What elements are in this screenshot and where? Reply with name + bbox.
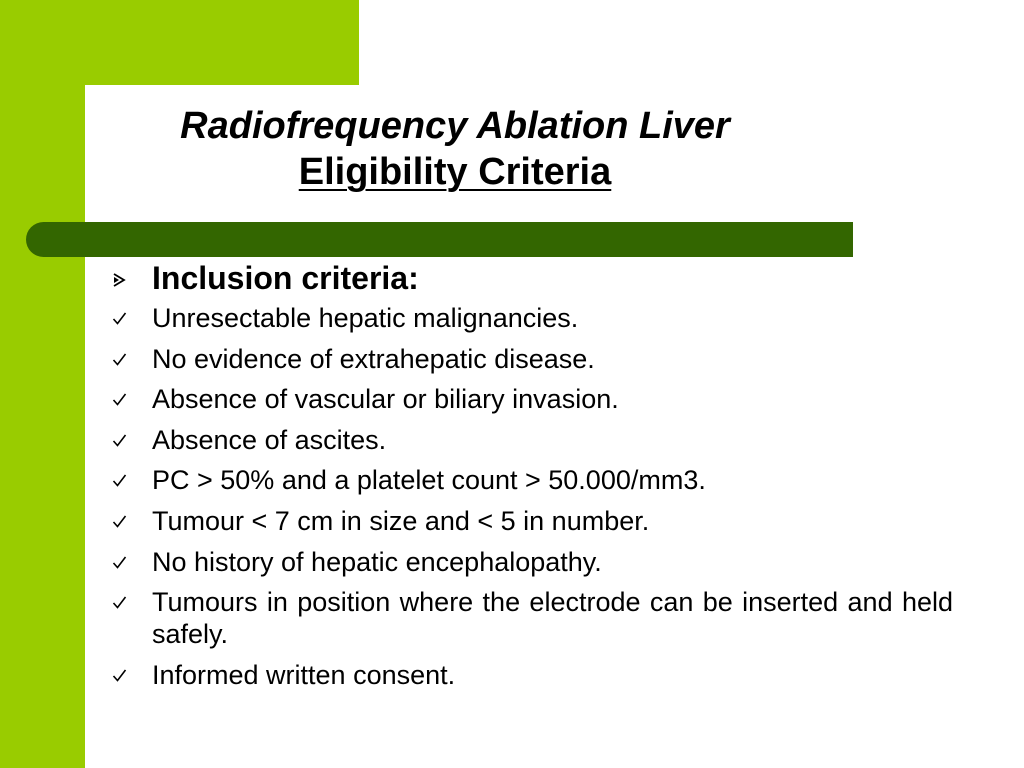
list-item xyxy=(108,659,953,691)
check-icon xyxy=(112,311,127,326)
list-item xyxy=(108,343,953,375)
check-icon xyxy=(112,352,127,367)
slide-title xyxy=(90,103,820,195)
list-item xyxy=(108,464,953,496)
criterion-text: Absence of vascular or biliary invasion. xyxy=(152,384,619,415)
check-icon xyxy=(112,433,127,448)
title-line-2: Eligibility Criteria xyxy=(298,151,612,193)
list-item xyxy=(108,546,953,578)
arrow-right-icon xyxy=(112,273,126,287)
check-icon xyxy=(112,668,127,683)
section-heading: Inclusion criteria: xyxy=(152,260,419,296)
criteria-content xyxy=(108,258,953,699)
divider-bar xyxy=(26,222,853,257)
criterion-text: Unresectable hepatic malignancies. xyxy=(152,303,579,333)
criterion-text: Absence of ascites. xyxy=(152,424,387,455)
list-item xyxy=(108,505,953,537)
list-item xyxy=(108,383,953,415)
check-icon xyxy=(112,555,127,570)
check-icon xyxy=(112,392,127,407)
green-left-band xyxy=(0,0,85,768)
list-item xyxy=(108,302,953,334)
list-item xyxy=(108,424,953,456)
check-icon xyxy=(112,473,127,488)
criterion-text: Tumours in position where the electrode can be inserted and held safely. xyxy=(152,587,953,650)
criteria-list xyxy=(108,302,953,691)
criterion-text: No history of hepatic encephalopathy. xyxy=(152,546,602,577)
title-line-1: Radiofrequency Ablation Liver xyxy=(180,105,730,147)
green-top-band xyxy=(0,0,359,85)
check-icon xyxy=(112,514,127,529)
check-icon xyxy=(112,595,127,610)
criterion-text: No evidence of extrahepatic disease. xyxy=(152,343,595,374)
list-item xyxy=(108,586,953,650)
criterion-text: PC > 50% and a platelet count > 50.000/mm3. xyxy=(152,465,706,496)
criterion-text: Informed written consent. xyxy=(152,659,456,690)
section-heading-row xyxy=(108,258,953,302)
criterion-text: Tumour < 7 cm in size and < 5 in number. xyxy=(152,505,650,536)
